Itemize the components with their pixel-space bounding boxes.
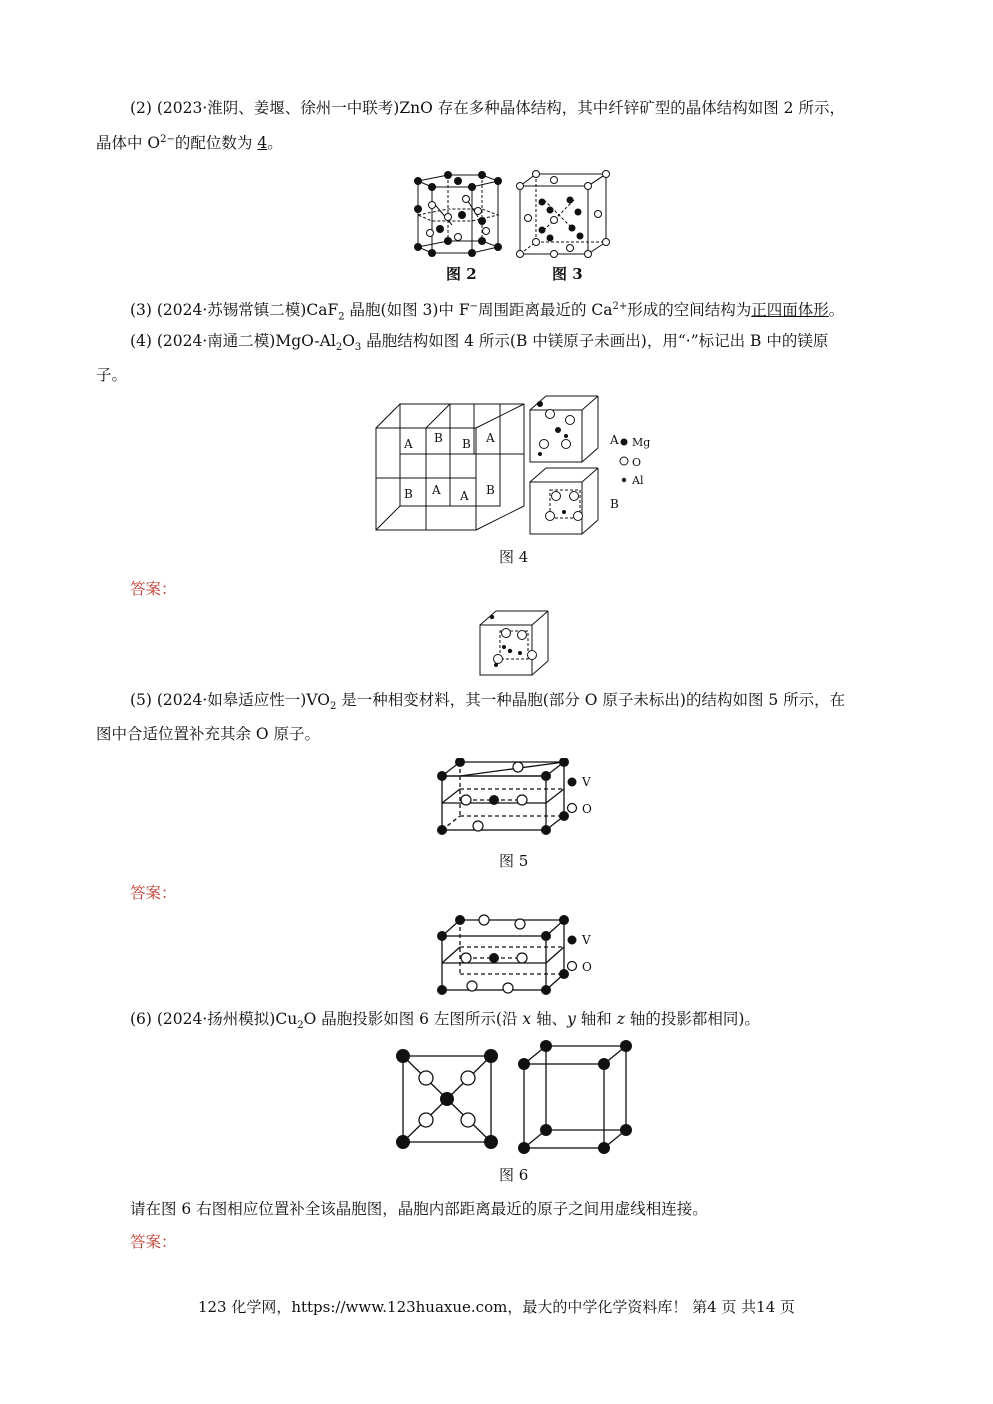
q2-line2: 晶体中 $O^{2-}$的配位数为 4。 [96,134,283,153]
fig4-legend-mg: Mg [632,436,651,449]
figure-6-caption: 图 6 [499,1166,529,1184]
figure-3-caf2 [514,170,614,260]
fig4-label-a1: A [404,437,413,451]
figure-2-wurtzite [402,165,512,265]
figure-5-caption: 图 5 [499,852,529,870]
fig5-legend-v: V [582,775,591,789]
q2-line1: (2) (2023·淮阴、姜堰、徐州一中联考)ZnO 存在多种晶体结构，其中纤锌矿型的晶体结构如图 2 所示， [130,99,845,117]
fig4-label-b-cell: B [610,497,619,511]
fig5-legend-o: O [582,802,592,816]
figure-2-caption: 图 2 [446,265,477,283]
fig4-label-a-cell: A [610,433,619,447]
fig4-label-a4: A [460,489,469,503]
fig4-label-b1: B [434,431,443,445]
q5-line2: 图中合适位置补充其余 O 原子。 [96,725,321,743]
q5-answer-label: 答案： [130,884,177,902]
q4-answer-label: 答案： [130,580,177,598]
figure-5-vo2 [432,758,602,838]
q5-line1: (5) (2024·如皋适应性一)$VO_2$ 是一种相变材料，其一种晶胞(部分 O 原子未标出)的结构如图 5 所示，在 [130,691,846,713]
q3-answer: 正四面体形 [751,301,829,320]
fig4-legend-o: O [632,456,642,469]
fig4-label-b2: B [462,437,471,451]
q5-answer-legend-o: O [582,960,592,974]
q4-line2: 子。 [96,366,128,384]
q6-line2: 请在图 6 右图相应位置补全该晶胞图，晶胞内部距离最近的原子之间用虚线相连接。 [130,1200,708,1218]
q6-answer-label: 答案： [130,1233,177,1251]
fig4-label-a2: A [486,431,495,445]
q4-line1: (4) (2024·南通二模)$MgO-Al_2O_3$ 晶胞结构如图 4 所示(B 中镁原子未画出)，用“·”标记出 B 中的镁原 [130,332,829,354]
fig4-legend-al: Al [632,474,644,487]
q5-answer-legend-v: V [582,933,591,947]
fig4-label-b3: B [404,487,413,501]
figure-4-spinel [374,392,664,537]
fig4-label-b4: B [486,483,495,497]
q6-line1: (6) (2024·扬州模拟)$Cu_2O$ 晶胞投影如图 6 左图所示(沿 x 轴、y 轴和 z 轴的投影都相同)。 [130,1010,760,1032]
figure-6-cell [512,1036,642,1156]
q5-answer-figure [432,910,602,996]
fig4-label-a3: A [432,483,441,497]
q4-answer-figure [476,607,552,677]
figure-4-caption: 图 4 [499,548,529,566]
figure-3-caption: 图 3 [552,265,583,283]
q2-answer: 4 [257,134,268,153]
figure-6-projection [390,1042,505,1152]
page-footer: 123 化学网，https://www.123huaxue.com，最大的中学化学资料库！ 第4 页 共14 页 [197,1298,796,1316]
q3-line: (3) (2024·苏锡常镇二模)CaF$_2$ 晶胞(如图 3)中 F−周围距离最近的 $Ca^{2+}$形成的空间结构为正四面体形。 [130,301,845,323]
